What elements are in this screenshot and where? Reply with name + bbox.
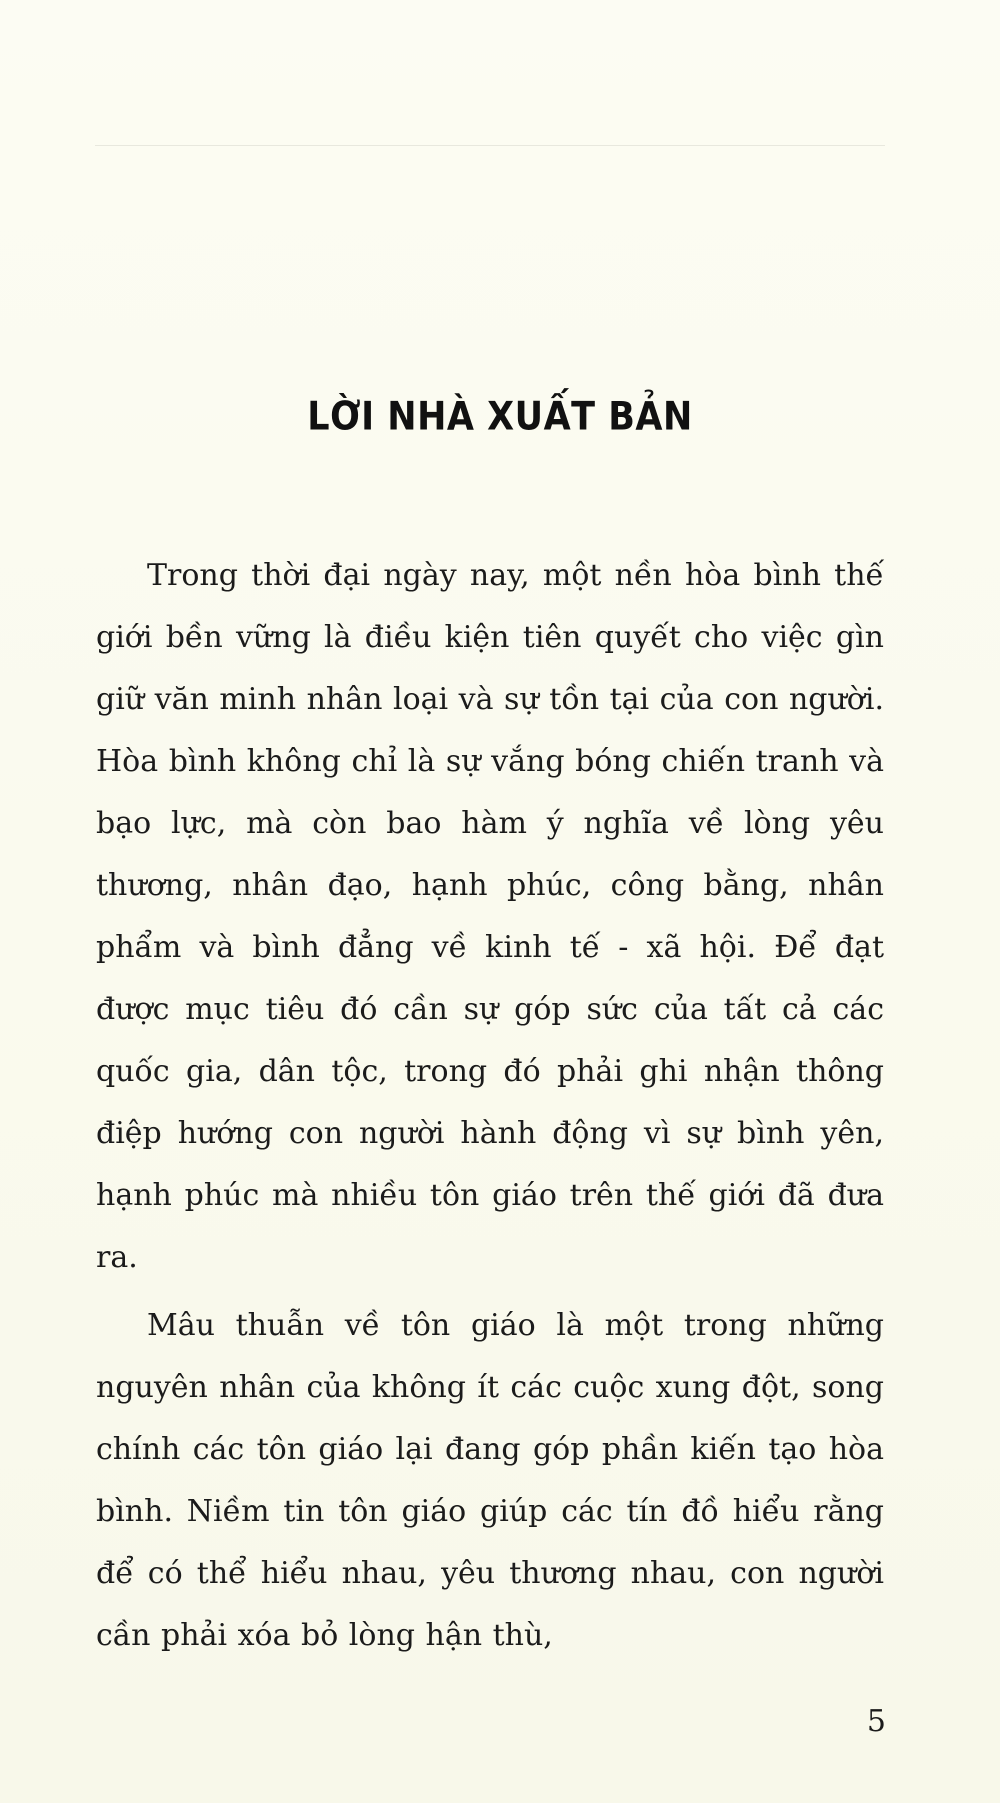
page-number: 5 <box>866 1704 886 1739</box>
body-text <box>96 545 884 1673</box>
header-rule <box>95 145 885 146</box>
page-title: LỜI NHÀ XUẤT BẢN <box>307 394 693 440</box>
paragraph: Mâu thuẫn về tôn giáo là một trong những nguyên nhân của không ít các cuộc xung đột, song chính các tôn giáo lại đang góp phần kiến tạo hòa bình. Niềm tin tôn giáo giúp các tín đồ hiểu rằng để có thể hiểu nhau, yêu thương nhau, con người cần phải xóa bỏ lòng hận thù, <box>96 1308 884 1653</box>
paragraph: Trong thời đại ngày nay, một nền hòa bình thế giới bền vững là điều kiện tiên quyết cho việc gìn giữ văn minh nhân loại và sự tồn tại của con người. Hòa bình không chỉ là sự vắng bóng chiến tranh và bạo lực, mà còn bao hàm ý nghĩa về lòng yêu thương, nhân đạo, hạnh phúc, công bằng, nhân phẩm và bình đẳng về kinh tế - xã hội. Để đạt được mục tiêu đó cần sự góp sức của tất cả các quốc gia, dân tộc, trong đó phải ghi nhận thông điệp hướng con người hành động vì sự bình yên, hạnh phúc mà nhiều tôn giáo trên thế giới đã đưa ra. <box>96 558 884 1275</box>
